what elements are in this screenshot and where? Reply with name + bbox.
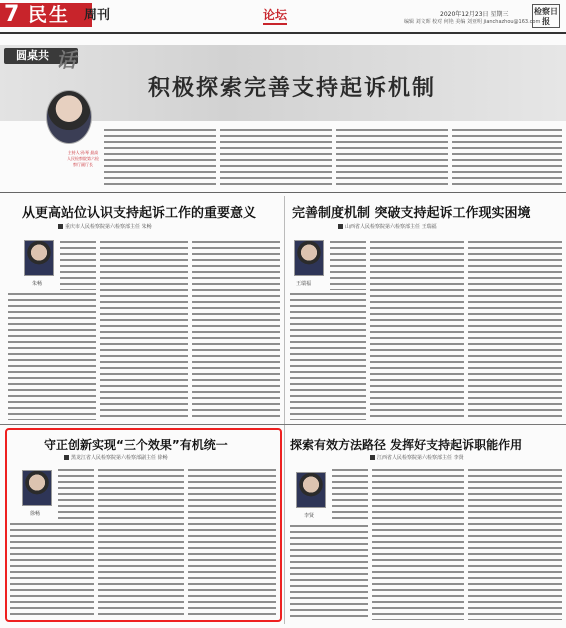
article-2-text-col-2 bbox=[370, 240, 464, 420]
article-3-headline: 守正创新实现“三个效果”有机统一 bbox=[44, 438, 228, 452]
article-4-author-name: 李贤 bbox=[304, 513, 315, 519]
section-name: 民生 bbox=[28, 4, 71, 26]
article-2-author-photo bbox=[294, 240, 324, 276]
article-3-text-col-1 bbox=[10, 522, 94, 618]
article-3-text-col-3 bbox=[188, 468, 276, 618]
host-portrait bbox=[46, 90, 92, 144]
issue-date: 2020年12月23日 星期三 bbox=[440, 11, 509, 18]
column-name: 论坛 bbox=[263, 7, 287, 25]
section-rule bbox=[0, 192, 566, 193]
lower-section-rule bbox=[0, 424, 566, 425]
intro-text-col-4 bbox=[452, 128, 562, 188]
intro-text-col-3 bbox=[336, 128, 448, 188]
feature-title: 积极探索完善支持起诉机制 bbox=[148, 76, 437, 101]
article-1-text-col-1 bbox=[8, 292, 96, 420]
masthead bbox=[0, 0, 566, 30]
masthead-rule bbox=[0, 32, 566, 34]
article-1-text-lead bbox=[60, 240, 96, 290]
article-2-headline: 完善制度机制 突破支持起诉工作现实困境 bbox=[292, 206, 531, 221]
column-tag-brush-glyph: 话 bbox=[56, 48, 76, 72]
article-4-text-col-2 bbox=[372, 468, 464, 620]
article-3-byline: 黑龙江省人民检察院第六检察部副主任 徐畅 bbox=[64, 454, 168, 461]
article-2-text-col-3 bbox=[468, 240, 562, 420]
intro-text-col-2 bbox=[220, 128, 332, 188]
article-4-headline: 探索有效方法路径 发挥好支持起诉职能作用 bbox=[290, 438, 523, 452]
article-3-text-lead bbox=[58, 468, 94, 520]
article-1-author-name: 朱畅 bbox=[32, 281, 43, 287]
article-4-text-col-1 bbox=[290, 524, 368, 620]
article-2-byline: 山西省人民检察院第六检察部主任 王瑞福 bbox=[338, 223, 437, 230]
page-number: 7 bbox=[4, 2, 20, 27]
article-1-text-col-3 bbox=[192, 240, 280, 420]
host-caption: 主持人:孙琴 最高人民检察院第六检察厅副厅长 bbox=[67, 150, 99, 167]
column-tag-label: 圆桌共 bbox=[16, 49, 49, 62]
article-4-text-col-3 bbox=[468, 468, 562, 620]
article-1-author-photo bbox=[24, 240, 54, 276]
article-1-text-col-2 bbox=[100, 240, 188, 420]
intro-text-col-1 bbox=[104, 128, 216, 188]
article-3-text-col-2 bbox=[98, 468, 184, 618]
article-1-byline: 重庆市人民检察院第六检察部主任 朱畅 bbox=[58, 223, 152, 230]
article-1-headline: 从更高站位认识支持起诉工作的重要意义 bbox=[22, 206, 257, 221]
article-2-text-col-1 bbox=[290, 292, 366, 420]
article-4-byline: 江西省人民检察院第六检察部主任 李贤 bbox=[370, 454, 464, 461]
article-4-author-photo bbox=[296, 472, 326, 508]
publication-name: 周刊 bbox=[84, 8, 111, 23]
article-4-text-lead bbox=[332, 468, 368, 522]
article-2-author-name: 王瑞福 bbox=[296, 281, 312, 287]
column-divider bbox=[284, 196, 285, 624]
editor-credits: 编辑 刘文晖 校对 何艳 美编 刘亚明 jianchazhou@163.com bbox=[404, 19, 541, 25]
article-3-author-photo bbox=[22, 470, 52, 506]
newspaper-logo: 检察日报 bbox=[534, 6, 558, 26]
article-2-text-lead bbox=[330, 240, 366, 290]
article-3-author-name: 徐畅 bbox=[30, 511, 41, 517]
